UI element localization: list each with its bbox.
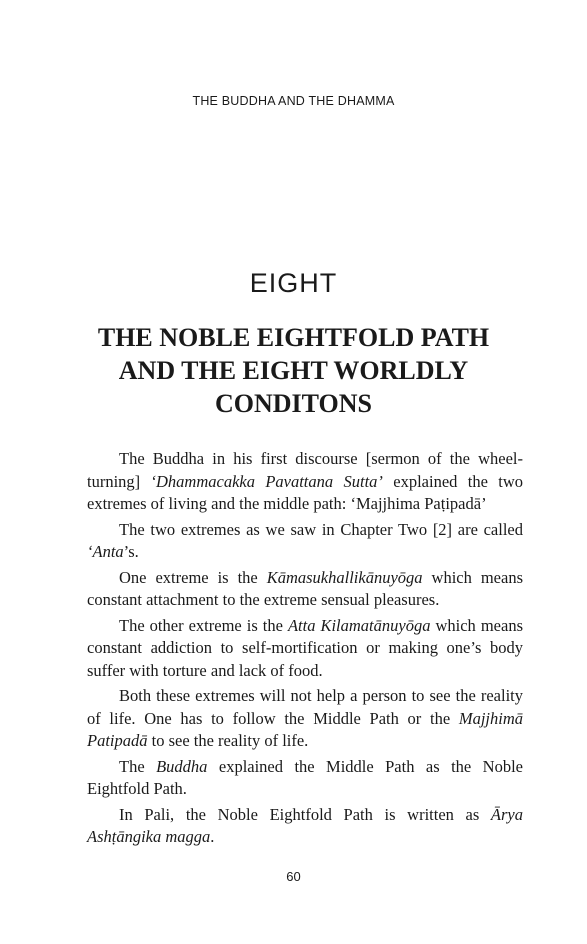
text-run: explained the Middle Path as the Noble Eightfold Path.	[87, 756, 523, 798]
paragraph	[87, 519, 523, 564]
paragraph	[87, 567, 523, 612]
paragraph	[87, 804, 523, 849]
page-number: 60	[286, 869, 301, 884]
running-header: THE BUDDHA AND THE DHAMMA	[192, 94, 395, 108]
body-text	[87, 448, 523, 852]
text-run: Ārya Ashṭāngika magga	[87, 804, 523, 846]
text-run: In Pali, the Noble Eightfold Path is written as	[119, 804, 491, 824]
text-run: which means constant addiction to self-mortification or making one’s body suffer with torture and lack of food.	[87, 615, 523, 680]
chapter-title-line: CONDITONS	[214, 389, 372, 418]
text-run: ‘Dhammacakka Pavattana Sutta’	[150, 471, 383, 491]
text-run: Buddha	[156, 756, 208, 776]
text-run: The two extremes as we saw in Chapter Two [2] are called	[119, 519, 523, 539]
text-run: explained the two extremes of living and the middle path: ‘Majjhima Paṭipadā’	[87, 471, 523, 513]
text-run: Both these extremes will not help a person to see the reality of life. One has to follow the Middle Path or the	[87, 686, 523, 728]
chapter-title-line: THE NOBLE EIGHTFOLD PATH	[97, 323, 490, 352]
text-run: ‘Anta	[87, 542, 124, 561]
text-run: One extreme is the	[119, 567, 267, 587]
chapter-title	[0, 321, 587, 420]
text-run: Majjhimā Patipadā	[87, 708, 523, 750]
paragraph	[87, 685, 523, 753]
paragraph	[87, 615, 523, 683]
text-run: The Buddha in his first discourse [sermon of the wheel-turning]	[87, 449, 523, 491]
text-run: The other extreme is the	[119, 615, 288, 635]
text-run: ’s.	[123, 542, 139, 561]
text-run: .	[210, 827, 215, 846]
chapter-number: EIGHT	[249, 268, 338, 298]
text-run: which means constant attachment to the extreme sensual pleasures.	[87, 567, 523, 609]
paragraph	[87, 448, 523, 516]
paragraph	[87, 756, 523, 801]
chapter-title-line: AND THE EIGHT WORLDLY	[118, 356, 469, 385]
text-run: Atta Kilamatānuyōga	[287, 615, 431, 635]
text-run: to see the reality of life.	[147, 731, 309, 750]
text-run: The	[119, 756, 157, 776]
text-run: Kāmasukhallikānuyōga	[266, 567, 423, 587]
